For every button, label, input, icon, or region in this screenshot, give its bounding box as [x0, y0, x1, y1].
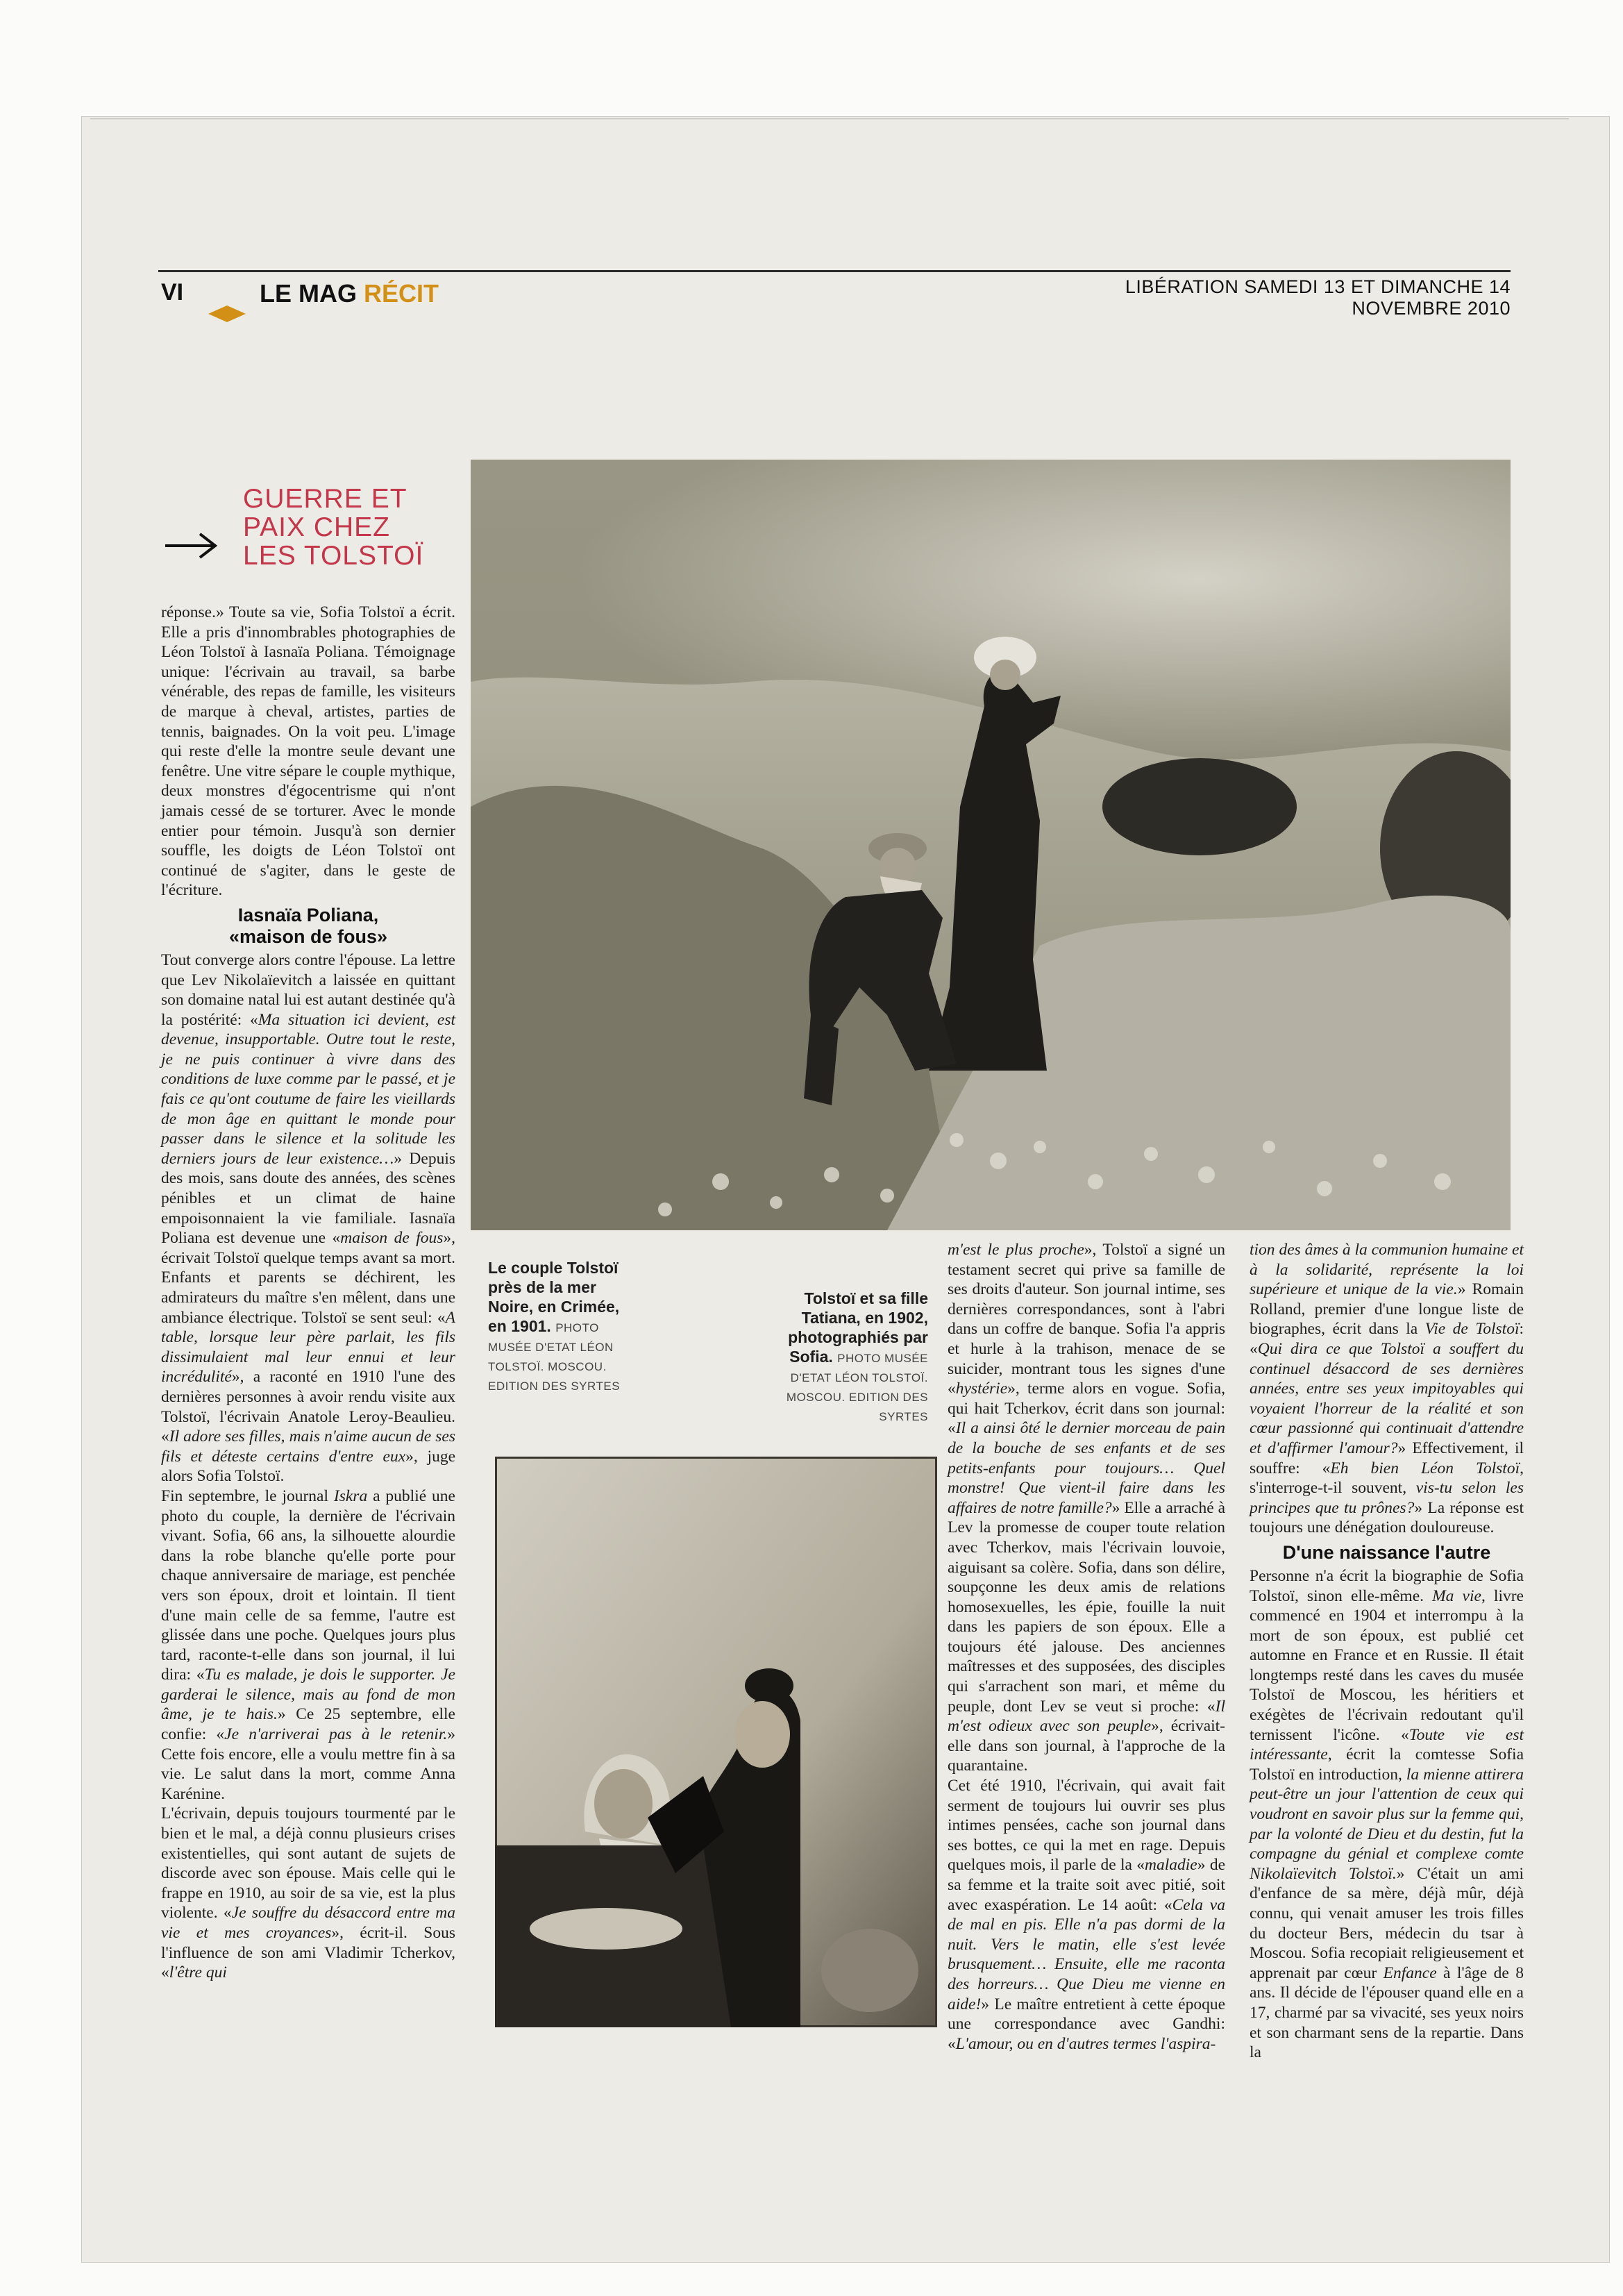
quote: tion des âmes à la communion humaine et à la solidarité, représente la loi supérieure et unique de la vie. [1250, 1241, 1524, 1299]
section-diamond-icon-lower [208, 314, 246, 322]
quote: Je n'arriverai pas à le retenir. [224, 1725, 448, 1744]
quote: maison de fous [340, 1229, 444, 1248]
text-run: : « [1250, 1320, 1524, 1358]
text-run: Fin septembre, le journal [161, 1486, 334, 1505]
caption-photo-1 [488, 1258, 627, 1394]
quote: Qui dira ce que Tolstoï a souffert du continuel désaccord de ses dernières années, entre ses yeux impitoyables qui voyaient l'horreur de la réalité et son cœur passionné qui continuait d'attendre et d'affirmer l'amour? [1250, 1339, 1524, 1457]
quote: Tu es malade, je dois le supporter. Je garderai le silence, mais au fond de mon âme, je te hais. [161, 1666, 455, 1724]
quote: Il adore ses filles, mais n'aime aucun de ses fils et déteste certains d'entre eux [161, 1427, 455, 1466]
section-title [260, 279, 439, 308]
caption-photo-2-credit: PHOTO MUSÉE D'ETAT LÉON TOLSTOÏ. MOSCOU. EDITION DES SYRTES [786, 1352, 928, 1423]
text-run: , écrit la comtesse Sofia Tolstoï en introduction, [1250, 1745, 1524, 1784]
section-name: LE MAG [260, 279, 357, 308]
paragraph: réponse.» Toute sa vie, Sofia Tolstoï a écrit. Elle a pris d'innombrables photographies de Léon Tolstoï à Iasnaïa Poliana. Témoignage unique: l'écrivain au travail, sa barbe vénérable, des repas de famille, les visiteurs de marque à cheval, artistes, parties de tennis, baignades. On la voit peu. L'image qui reste d'elle la montre seule devant une fenêtre. Une vitre sépare le couple mythique, deux monstres d'égocentrisme qui n'ont jamais cessé de se torturer. Avec le monde entier pour témoin. Jusqu'à son dernier souffle, les doigts de Léon Tolstoï ont continué de s'agiter, dans le geste de l'écriture. [161, 603, 455, 900]
text-run: à l'âge de 8 ans. Il décide de l'épouser quand elle en a 17, charmé par sa vivacité, ses yeux noirs et son charmant sens de la repartie. Dans la [1250, 1963, 1524, 2062]
quote: Il a ainsi ôté le dernier morceau de pain de la bouche de ses enfants et de ses petits-enfants pour toujours… Quel monstre! Que vient-il faire dans les affaires de notre famille? [948, 1419, 1225, 1517]
paragraph [161, 1804, 455, 1982]
subheading-naissance: D'une naissance l'autre [1282, 1541, 1491, 1563]
book-title: Ma vie [1432, 1586, 1481, 1605]
quote: Eh bien Léon Tolstoï [1330, 1459, 1520, 1477]
text-run: » Le maître entretient à cette époque une correspondance avec Gandhi: « [948, 1995, 1225, 2053]
quote: L'amour, ou en d'autres termes l'aspira- [955, 2034, 1216, 2053]
header-rule [158, 270, 1511, 272]
text-run: Tout converge alors contre l'épouse. La lettre que Lev Nikolaïevitch a laissée en quittant son domaine natal lui est autant destinée qu'à la postérité: « [161, 950, 455, 1029]
paragraph [948, 1776, 1225, 2054]
text-run: », a raconté en 1910 l'une des dernières personnes à avoir rendu visite aux Tolstoï, l'écrivain Anatole Leroy-Beaulieu. « [161, 1368, 455, 1446]
kicker-line-2: PAIX CHEZ [243, 512, 390, 542]
dateline: LIBÉRATION SAMEDI 13 ET DIMANCHE 14 NOVEMBRE 2010 [1125, 276, 1511, 319]
quote: A table, lorsque leur père parlait, les fils dissimulaient mal leur ennui et leur incrédulité [161, 1308, 455, 1386]
quote: m'est le plus proche [948, 1241, 1084, 1259]
article-column-3 [948, 1240, 1225, 2052]
quote: l'être qui [169, 1963, 227, 1982]
article-column-1 [161, 603, 455, 2047]
caption-photo-1-credit: PHOTO MUSÉE D'ETAT LÉON TOLSTOÏ. MOSCOU. EDITION DES SYRTES [488, 1321, 621, 1393]
page-fold-line [90, 118, 1569, 120]
section-diamond-icon [208, 305, 246, 314]
text-run: , s'interroge-t-il souvent, [1250, 1459, 1524, 1498]
text-run: L'écrivain, depuis toujours tourmenté par le bien et le mal, a déjà connu plusieurs crises existentielles, qui sont autant de sujets de discorde avec son épouse. Mais celle qui le frappe en 1910, au soir de sa vie, est la plus violente. « [161, 1804, 455, 1922]
caption-photo-1-title: Le couple Tolstoï près de la mer Noire, en Crimée, en 1901. [488, 1259, 620, 1335]
text-run: » Elle a arraché à Lev la promesse de couper toute relation avec Tcherkov, mais l'écrivain louvoie, aiguisant sa colère. Sofia, dans son délire, soupçonne les deux amis de relations homosexuelles, les épie, fouille la nuit dans les papiers de son époux. Elle a toujours été jalouse. Des anciennes maîtresses et des supposées, des disciples qui s'arrachent son mari, et même du peuple, dont Lev se veut si proche: « [948, 1498, 1226, 1716]
text-run: » de sa femme et la traite soit avec pitié, soit avec exaspération. Le 14 août: « [948, 1856, 1225, 1914]
quote: Je souffre du désaccord entre ma vie et mes croyances [161, 1904, 455, 1942]
photo-tolstoi-couple-crimea [471, 460, 1511, 1230]
text-run: Cet été 1910, l'écrivain, qui avait fait serment de toujours lui ouvrir ses plus intimes pensées, cache son journal dans ses bottes, ce qui la met en rage. Depuis quelques mois, il parle de la « [948, 1777, 1225, 1875]
quote: Toute vie est intéressante [1250, 1725, 1524, 1764]
article-column-4 [1250, 1240, 1524, 2062]
quote: maladie [1145, 1856, 1197, 1875]
paragraph [1250, 1566, 1524, 2063]
paragraph [1250, 1240, 1524, 1538]
text-run: » C'était un ami d'enfance de sa mère, déjà mûr, déjà connu, qui venait amuser les trois filles du docteur Bers, médecin du tsar à Moscou. Sofia recopiait religieusement et apprenait par cœur [1250, 1864, 1524, 1982]
text-run: » Depuis des mois, sans doute des années, des scènes pénibles et un climat de haine empoisonnaient la vie familiale. Iasnaïa Poliana est devenue une « [161, 1149, 456, 1248]
story-kicker [243, 485, 423, 570]
subheading-line-1: Iasnaïa Poliana, [237, 904, 379, 925]
text-run: », écrit-il. Sous l'influence de son ami Vladimir Tcherkov, « [161, 1924, 455, 1982]
kicker-line-3: LES TOLSTOÏ [243, 541, 424, 571]
text-run: », Tolstoï a signé un testament secret qui prive sa famille de ses droits d'auteur. Son journal intime, ses dernières correspondances, sont à l'abri dans un coffre de banque. Sofia l'a appris et hurle à la trahison, menace de se suicider, montrant tous les signes d'une « [948, 1241, 1225, 1398]
text-run: Personne n'a écrit la biographie de Sofia Tolstoï, sinon elle-même. [1250, 1566, 1524, 1605]
photo-crimea-image [471, 460, 1511, 1230]
paragraph [948, 1240, 1225, 1776]
text-run: » Effectivement, il souffre: « [1250, 1439, 1524, 1477]
book-title: Enfance [1383, 1963, 1437, 1982]
text-run: », écrivait-elle dans son journal, à l'approche de la quarantaine. [948, 1717, 1226, 1775]
quote: la mienne attirera peut-être un jour l'attention de ceux qui voudront en savoir plus sur la femme qui, par la volonté de Dieu et du destin, fut la compagne du génial et complexe comte Nikolaïevitch Tolstoï. [1250, 1765, 1524, 1883]
arrow-right-icon [164, 532, 219, 560]
section-rubric: RÉCIT [364, 279, 439, 308]
text-run: » Ce 25 septembre, elle confie: « [161, 1705, 455, 1744]
text-run: », écrivait Tolstoï quelque temps avant sa mort. Enfants et parents se déchirent, les admirateurs du maître s'en mêlent, dans une ambiance électrique. Tolstoï se sent seul: « [161, 1229, 455, 1327]
paragraph [161, 1486, 455, 1804]
newspaper-title: Iskra [333, 1486, 368, 1505]
quote: Ma situation ici devient, est devenue, insupportable. Outre tout le reste, je ne puis continuer à vivre dans des conditions de luxe comme par le passé, et je fais ce qu'ont coutume de faire les vieillards de mon âge en quittant le monde pour passer dans le silence et la solitude les derniers jours de leur existence… [161, 1010, 455, 1168]
text-run: » Romain Rolland, premier d'une longue liste de biographes, écrit dans la [1250, 1280, 1524, 1339]
quote: vis-tu selon les principes que tu prônes? [1250, 1479, 1524, 1517]
text-run: a publié une photo du couple, la dernière de l'écrivain vivant. Sofia, 66 ans, la silhouette alourdie dans la robe blanche qu'elle porte pour chaque anniversaire de mariage, est penchée vers son époux, droit et lointain. Il tient d'une main celle de sa femme, l'autre est glissée dans une poche. Quelques jours plus tard, raconte-t-elle dans son journal, il lui dira: « [161, 1486, 455, 1684]
caption-photo-2-title: Tolstoï et sa fille Tatiana, en 1902, photographiés par Sofia. [788, 1289, 928, 1366]
text-run: », juge alors Sofia Tolstoï. [161, 1447, 455, 1486]
quote: Il m'est odieux avec son peuple [948, 1697, 1225, 1736]
caption-photo-2 [786, 1289, 928, 1425]
page-folio: VI [161, 279, 184, 305]
subheading-line-2: «maison de fous» [228, 925, 388, 947]
text-run: » Cette fois encore, elle a voulu mettre fin à sa vie. Le salut dans la mort, comme Anna Karénine. [161, 1725, 455, 1803]
text-run: », terme alors en vogue. Sofia, qui hait Tcherkov, écrit dans son journal: « [948, 1380, 1225, 1438]
kicker-line-1: GUERRE ET [243, 484, 407, 514]
quote: hystérie [955, 1380, 1008, 1398]
photo-tolstoi-and-tatiana [495, 1457, 937, 2027]
text-run: , livre commencé en 1904 et interrompu à la mort de son époux, est publié cet automne en France et en Russie. Il était longtemps resté dans les caves du musée Tolstoï de Moscou, les héritiers et exégètes de l'écrivain redoutant qu'il ternissent l'icône. « [1250, 1586, 1524, 1744]
paragraph [161, 950, 455, 1486]
photo-tatiana-image [495, 1457, 937, 2027]
text-run: » La réponse est toujours une dénégation douloureuse. [1250, 1498, 1524, 1537]
book-title: Vie de Tolstoï [1424, 1320, 1520, 1339]
subheading-iasnaia-poliana [161, 905, 455, 948]
quote: Cela va de mal en pis. Elle n'a pas dormi de la nuit. Vers le matin, elle s'est levée brusquement… Ensuite, elle me raconta des horreurs… Que Dieu me vienne en aide! [948, 1895, 1225, 2013]
